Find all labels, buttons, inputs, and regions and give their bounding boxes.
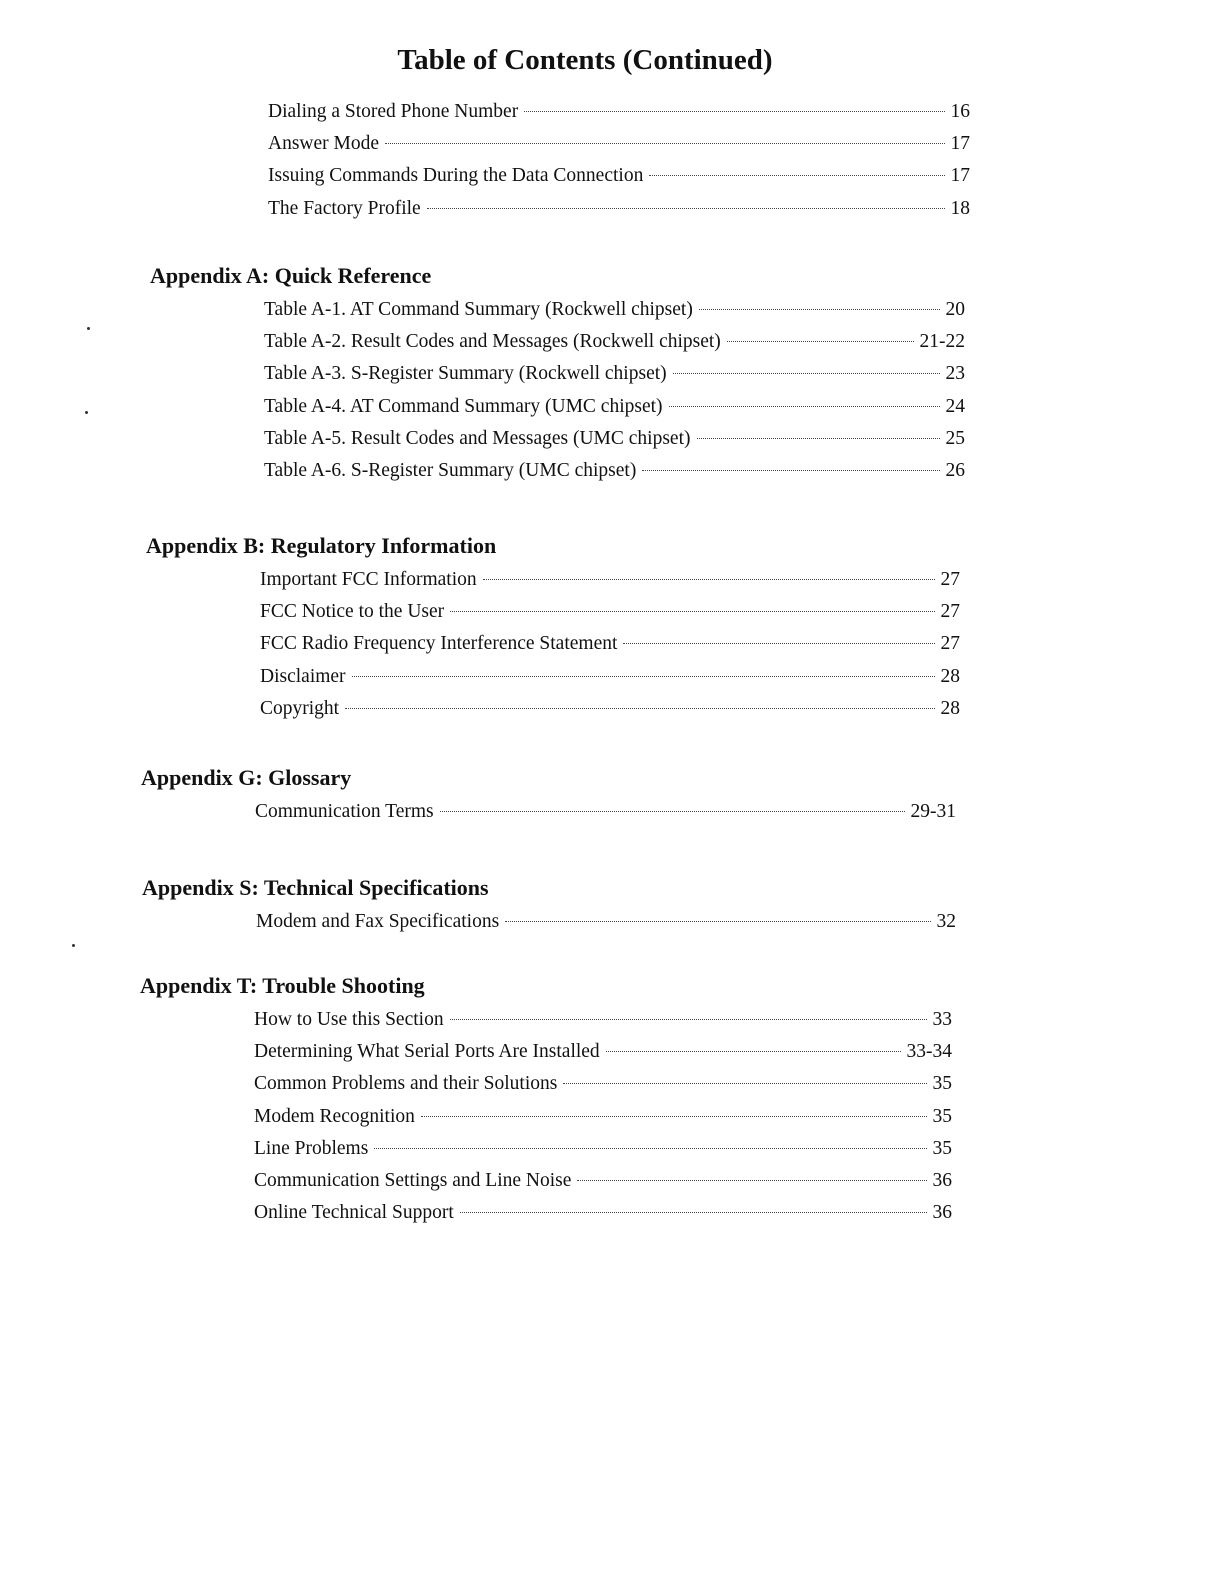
toc-entry[interactable] [268, 160, 970, 192]
toc-entry-page: 21-22 [919, 331, 965, 353]
toc-entry-page: 25 [945, 427, 965, 449]
dot-leader [642, 470, 939, 471]
toc-entry[interactable] [254, 1165, 952, 1197]
toc-entry-label: FCC Notice to the User [260, 601, 445, 623]
toc-entry[interactable] [268, 128, 970, 160]
scan-speck [72, 944, 75, 947]
dot-leader [727, 341, 914, 342]
toc-entry-page: 18 [950, 197, 970, 219]
appendix-t-heading: Appendix T: Trouble Shooting [140, 973, 425, 998]
scan-speck [85, 411, 88, 414]
toc-entry[interactable] [254, 1004, 952, 1036]
toc-entry-page: 26 [945, 459, 965, 481]
toc-entry-page: 35 [932, 1105, 952, 1127]
toc-entry[interactable] [264, 358, 965, 390]
toc-entry[interactable] [260, 596, 960, 628]
toc-entry-page: 17 [950, 133, 970, 155]
dot-leader [606, 1051, 901, 1052]
toc-entry-page: 35 [932, 1137, 952, 1159]
appendix-s-heading: Appendix S: Technical Specifications [142, 875, 489, 900]
toc-entry-label: Line Problems [254, 1137, 369, 1159]
appendix-s-entries [256, 906, 956, 938]
dot-leader [421, 1116, 927, 1117]
appendix-t-entries [254, 1004, 952, 1229]
toc-entry-label: Modem and Fax Specifications [256, 911, 500, 932]
toc-entry-page: 35 [932, 1073, 952, 1095]
toc-entry[interactable] [256, 906, 956, 938]
toc-entry[interactable] [254, 1197, 952, 1229]
toc-entry[interactable] [254, 1068, 952, 1100]
toc-entry-page: 16 [950, 101, 970, 122]
dot-leader [385, 143, 944, 144]
toc-entry-label: The Factory Profile [268, 197, 421, 219]
toc-entry[interactable] [260, 661, 960, 693]
toc-entry-label: Determining What Serial Ports Are Installed [254, 1041, 600, 1063]
toc-entry-page: 27 [940, 569, 960, 590]
toc-entry-page: 32 [936, 911, 956, 932]
dot-leader [563, 1083, 926, 1084]
toc-entry-page: 28 [940, 697, 960, 719]
appendix-b-section [146, 528, 960, 725]
dot-leader [352, 676, 935, 677]
toc-entry-label: Communication Terms [255, 801, 434, 822]
toc-entry-label: FCC Radio Frequency Interference Statement [260, 633, 618, 655]
toc-entry[interactable] [268, 193, 970, 225]
dot-leader [649, 175, 944, 176]
toc-entry-label: Copyright [260, 697, 340, 719]
toc-entry-page: 36 [932, 1202, 952, 1224]
toc-entry[interactable] [254, 1036, 952, 1068]
toc-entry-page: 23 [945, 363, 965, 385]
toc-entry-label: Communication Settings and Line Noise [254, 1169, 572, 1191]
toc-entry-page: 28 [940, 665, 960, 687]
dot-leader [450, 611, 934, 612]
dot-leader [673, 373, 940, 374]
toc-entry[interactable] [264, 455, 965, 487]
toc-entry-label: Table A-6. S-Register Summary (UMC chipset) [264, 459, 637, 481]
scan-speck [87, 327, 90, 330]
toc-entry-label: Issuing Commands During the Data Connection [268, 165, 644, 187]
appendix-a-entries [264, 294, 965, 487]
appendix-a-section [150, 258, 965, 487]
toc-entry-label: Table A-1. AT Command Summary (Rockwell chipset) [264, 299, 693, 320]
toc-entry[interactable] [254, 1133, 952, 1165]
toc-entry-label: Dialing a Stored Phone Number [268, 101, 519, 122]
dot-leader [577, 1180, 926, 1181]
toc-entry-page: 36 [932, 1169, 952, 1191]
toc-entry-label: Table A-2. Result Codes and Messages (Rockwell chipset) [264, 331, 721, 353]
appendix-g-section [141, 760, 956, 828]
dot-leader [460, 1212, 927, 1213]
toc-entry-page: 29-31 [910, 801, 956, 822]
toc-entry-page: 27 [940, 601, 960, 623]
appendix-b-heading: Appendix B: Regulatory Information [146, 533, 497, 558]
toc-entry-label: Disclaimer [260, 665, 346, 687]
appendix-t-section [140, 968, 952, 1229]
dot-leader [450, 1019, 927, 1020]
toc-entry-label: Table A-3. S-Register Summary (Rockwell chipset) [264, 363, 667, 385]
toc-entry[interactable] [264, 391, 965, 423]
toc-entry-page: 20 [945, 299, 965, 320]
dot-leader [623, 643, 934, 644]
dot-leader [345, 708, 934, 709]
toc-entry-page: 24 [945, 395, 965, 417]
appendix-a-heading: Appendix A: Quick Reference [150, 263, 432, 288]
toc-entry[interactable] [254, 1101, 952, 1133]
toc-entry[interactable] [260, 564, 960, 596]
dot-leader [524, 111, 944, 112]
dot-leader [669, 406, 940, 407]
toc-entry-label: Answer Mode [268, 133, 380, 155]
dot-leader [427, 208, 945, 209]
toc-entry-page: 17 [950, 165, 970, 187]
toc-entry-label: Common Problems and their Solutions [254, 1073, 558, 1095]
appendix-g-heading: Appendix G: Glossary [141, 765, 352, 790]
dot-leader [697, 438, 940, 439]
toc-entry-label: Table A-4. AT Command Summary (UMC chipset) [264, 395, 663, 417]
appendix-g-entries [255, 796, 956, 828]
toc-entry-page: 33 [932, 1009, 952, 1030]
toc-entry-page: 27 [940, 633, 960, 655]
toc-entry-label: How to Use this Section [254, 1009, 444, 1030]
dot-leader [440, 811, 905, 812]
toc-entry[interactable] [264, 294, 965, 326]
toc-entry[interactable] [264, 423, 965, 455]
appendix-s-section [142, 870, 956, 938]
toc-entry-page: 33-34 [906, 1041, 952, 1063]
toc-entry-label: Modem Recognition [254, 1105, 415, 1127]
toc-entry-label: Online Technical Support [254, 1202, 454, 1224]
page-title: Table of Contents (Continued) [397, 44, 773, 76]
toc-entry-label: Table A-5. Result Codes and Messages (UMC chipset) [264, 427, 691, 449]
toc-entry[interactable] [264, 326, 965, 358]
dot-leader [374, 1148, 926, 1149]
toc-entry[interactable] [255, 796, 956, 828]
dot-leader [699, 309, 940, 310]
dot-leader [483, 579, 935, 580]
appendix-b-entries [260, 564, 960, 725]
toc-entry-label: Important FCC Information [260, 569, 477, 590]
toc-entry[interactable] [260, 628, 960, 660]
dot-leader [505, 921, 930, 922]
toc-entry[interactable] [260, 693, 960, 725]
intro-entries [268, 96, 970, 225]
toc-entry[interactable] [268, 96, 970, 128]
